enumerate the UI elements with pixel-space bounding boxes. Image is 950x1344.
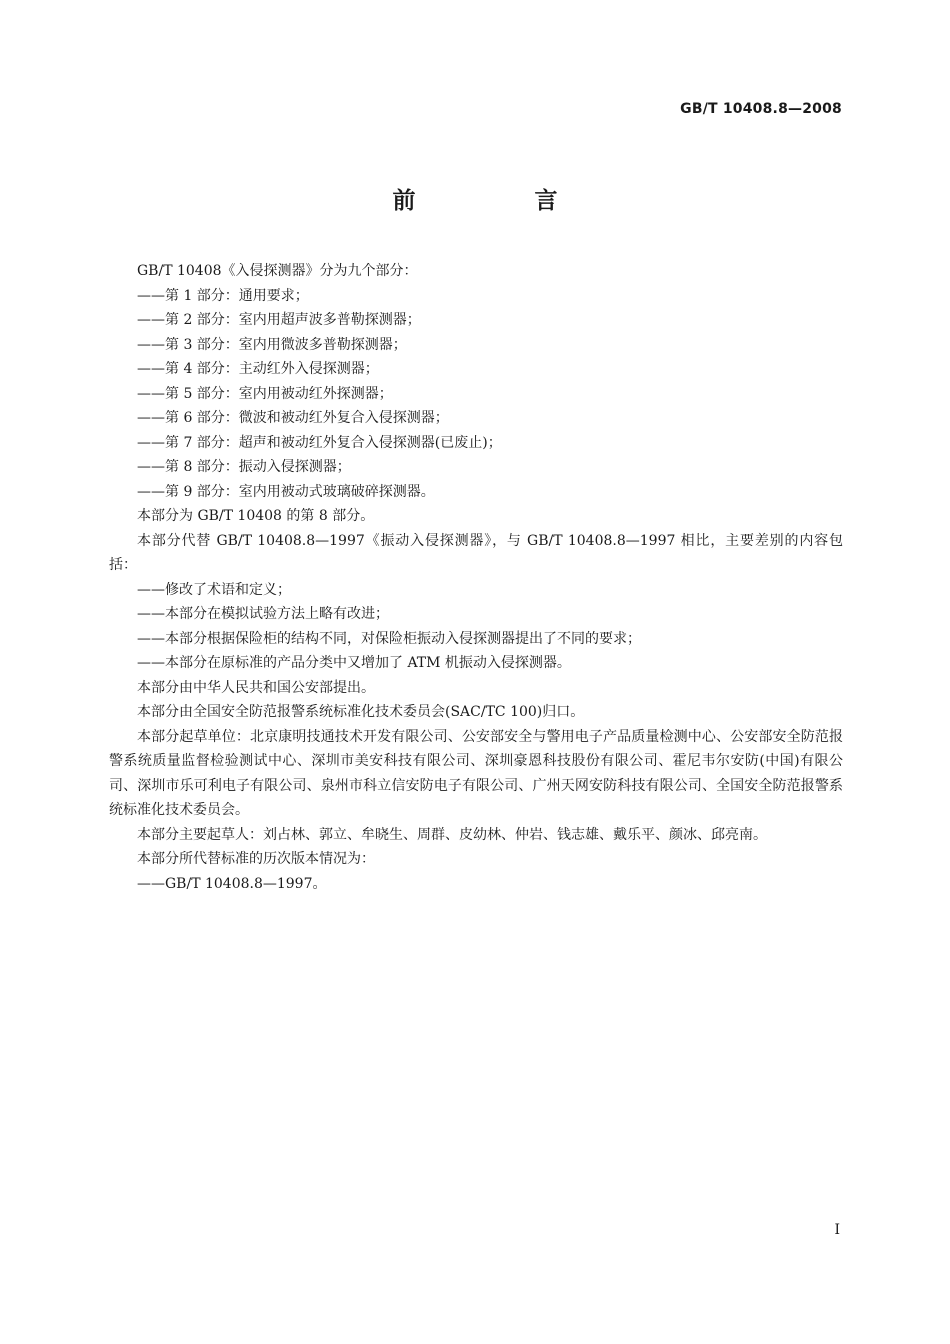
- list-item: ——第 3 部分：室内用微波多普勒探测器；: [137, 336, 407, 353]
- list-item: ——第 6 部分：微波和被动红外复合入侵探测器；: [137, 410, 449, 426]
- list-item: ——本部分根据保险柜的结构不同，对保险柜振动入侵探测器提出了不同的要求；: [137, 630, 641, 647]
- paragraph: 本部分为 GB/T 10408 的第 8 部分。: [137, 508, 375, 524]
- list-item: ——第 2 部分：室内用超声波多普勒探测器；: [137, 312, 421, 328]
- list-item: ——修改了术语和定义；: [137, 581, 291, 598]
- paragraph: 本部分所代替标准的历次版本情况为：: [137, 851, 375, 867]
- list-item: ——第 9 部分：室内用被动式玻璃破碎探测器。: [137, 483, 435, 500]
- list-item: ——第 5 部分：室内用被动红外探测器；: [137, 385, 393, 402]
- page-title: 前 言: [392, 188, 606, 214]
- list-item: ——第 4 部分：主动红外入侵探测器；: [137, 361, 379, 377]
- list-item: ——GB/T 10408.8—1997。: [137, 875, 327, 892]
- foreword-body: [109, 259, 843, 896]
- paragraph: GB/T 10408《入侵探测器》分为九个部分：: [137, 263, 418, 279]
- list-item: ——第 7 部分：超声和被动红外复合入侵探测器(已废止)；: [137, 434, 502, 451]
- paragraph: 本部分由全国安全防范报警系统标准化技术委员会(SAC/TC 100)归口。: [137, 704, 585, 720]
- list-item: ——第 8 部分：振动入侵探测器；: [137, 459, 351, 475]
- paragraph: 本部分起草单位：北京康明技通技术开发有限公司、公安部安全与警用电子产品质量检测中心、公安部安全防范报警系统质量监督检验测试中心、深圳市美安科技有限公司、深圳豪恩科技股份有限公司、霍尼韦尔安防(中国)有限公司、深圳市乐可利电子有限公司、泉州市科立信安防电子有限公司、广州天网安防科技有限公司、全国安全防范报警系统标准化技术委员会。: [109, 728, 843, 818]
- standard-code: GB/T 10408.8—2008: [680, 101, 842, 117]
- paragraph: 本部分主要起草人：刘占林、郭立、牟晓生、周群、皮幼林、仲岩、钱志雄、戴乐平、颜冰、邱亮南。: [137, 826, 767, 843]
- page-number: I: [834, 1222, 840, 1238]
- paragraph: 本部分由中华人民共和国公安部提出。: [137, 679, 375, 696]
- list-item: ——第 1 部分：通用要求；: [137, 287, 309, 304]
- paragraph: 本部分代替 GB/T 10408.8—1997《振动入侵探测器》，与 GB/T 10408.8—1997 相比，主要差别的内容包括：: [109, 532, 843, 573]
- list-item: ——本部分在原标准的产品分类中又增加了 ATM 机振动入侵探测器。: [137, 655, 571, 671]
- list-item: ——本部分在模拟试验方法上略有改进；: [137, 606, 389, 622]
